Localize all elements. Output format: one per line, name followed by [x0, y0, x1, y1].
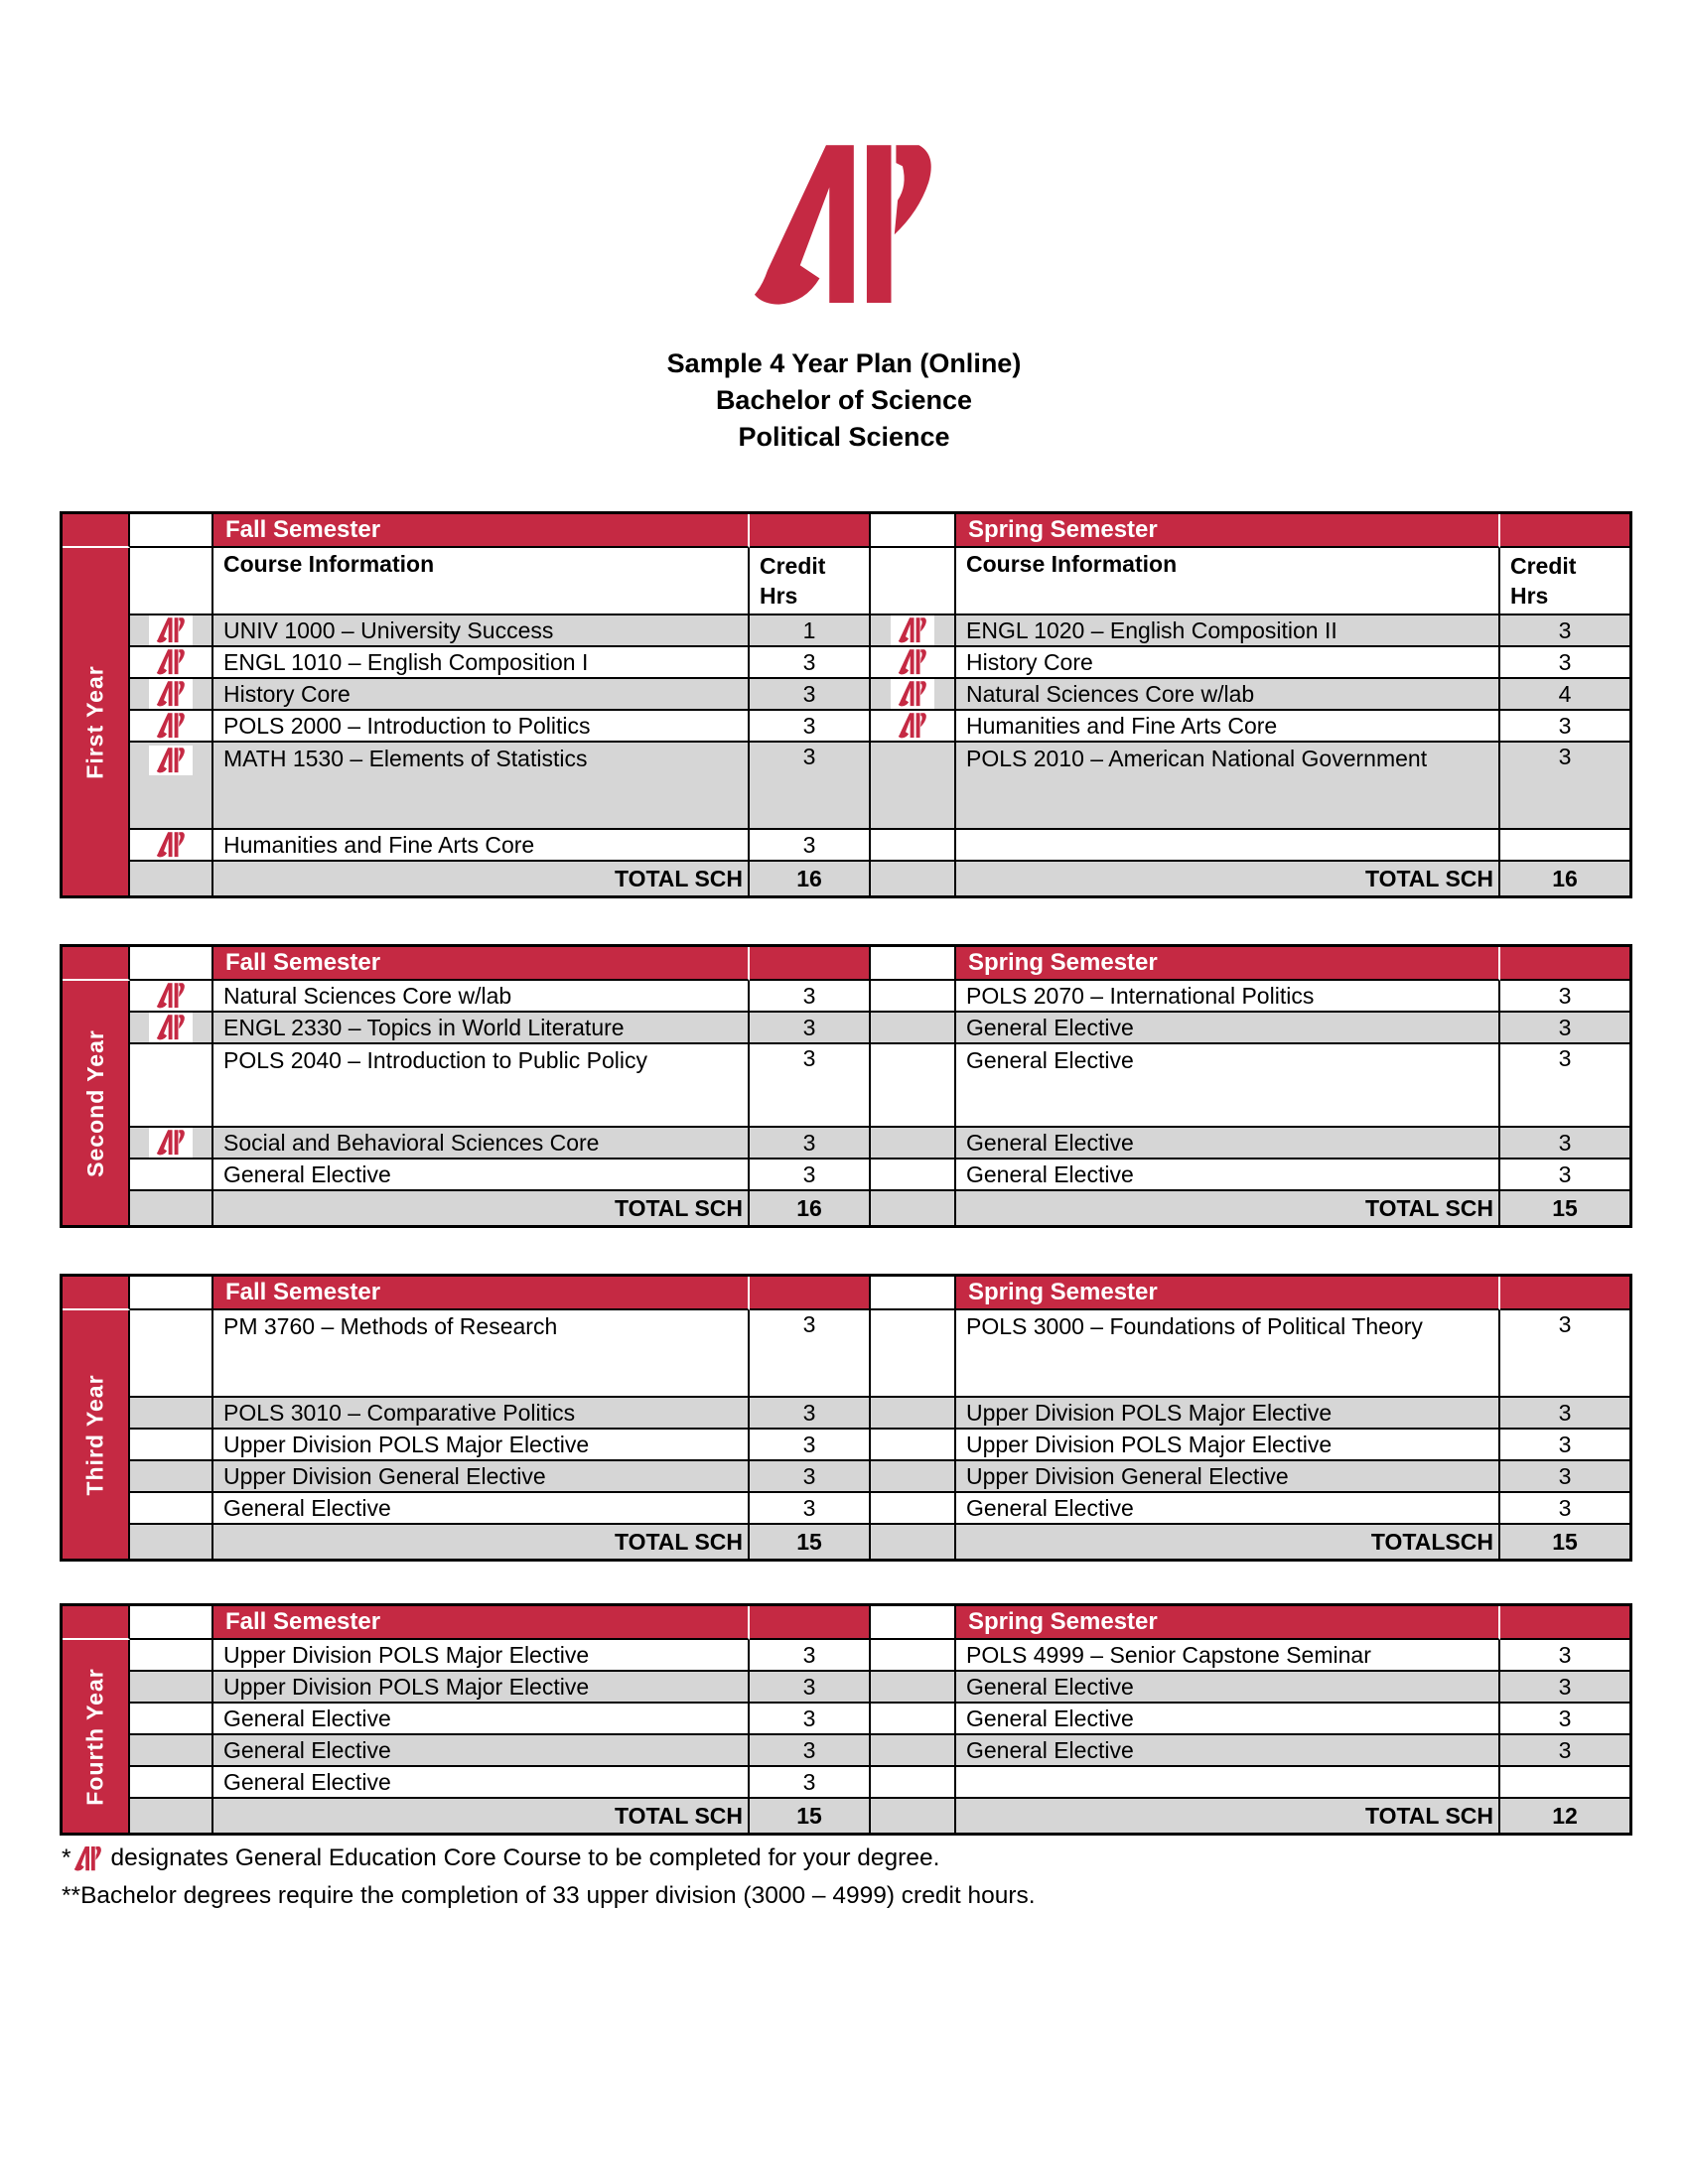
course-name: POLS 2000 – Introduction to Politics — [223, 713, 591, 739]
spring-credit-hours-cell: 3 — [1500, 1398, 1629, 1430]
spring-semester-header: Spring Semester — [956, 514, 1500, 548]
spring-ap-marker-cell — [871, 830, 956, 862]
fall-ap-marker-cell — [130, 679, 213, 711]
year-label-bar — [63, 1640, 130, 1833]
fall-credit-hours-cell: 3 — [750, 1493, 871, 1525]
fall-ap-marker-cell — [130, 830, 213, 862]
fall-ap-column-header-cell — [130, 548, 213, 615]
spring-credit-hours-cell: 4 — [1500, 679, 1629, 711]
total-sch-label: TOTALSCH — [1370, 1528, 1493, 1555]
course-name: POLS 2010 – American National Government — [966, 746, 1428, 771]
spring-ap-marker-cell — [871, 679, 956, 711]
ap-core-marker — [891, 679, 934, 709]
fall-credit-hours-cell: 3 — [750, 1160, 871, 1191]
table-fourth-year — [60, 1603, 1632, 1836]
spring-ap-marker-cell — [871, 1767, 956, 1799]
spring-credit-hours-cell: 3 — [1500, 743, 1629, 830]
fall-course-cell — [213, 1310, 750, 1398]
fall-course-cell — [213, 1704, 750, 1735]
ap-core-marker — [149, 1013, 193, 1042]
year-label-bar — [63, 548, 130, 895]
fall-semester-header: Fall Semester — [213, 947, 750, 981]
year-label-bar — [63, 1310, 130, 1559]
spring-credit-hours-cell: 3 — [1500, 1128, 1629, 1160]
spring-semester-header: Spring Semester — [956, 1277, 1500, 1310]
ap-core-marker — [891, 711, 934, 741]
spring-ap-column-header-cell — [871, 548, 956, 615]
fall-credit-header-cell — [750, 1606, 871, 1640]
table-second-year — [60, 944, 1632, 1228]
spring-credit-hours-cell: 3 — [1500, 1735, 1629, 1767]
spring-credit-hours-cell: 3 — [1500, 1013, 1629, 1044]
fall-ap-marker-cell — [130, 981, 213, 1013]
spring-course-cell — [956, 1735, 1500, 1767]
course-name: Upper Division POLS Major Elective — [223, 1432, 590, 1457]
fall-course-cell — [213, 1398, 750, 1430]
course-name: General Elective — [966, 1706, 1134, 1731]
ap-logo-icon — [156, 1130, 186, 1156]
spring-course-cell — [956, 1013, 1500, 1044]
spring-total-label-cell — [956, 1525, 1500, 1559]
spring-ap-marker-cell — [871, 1735, 956, 1767]
ap-column-header-cell — [130, 947, 213, 981]
spring-course-cell — [956, 1704, 1500, 1735]
page-title — [0, 345, 1688, 456]
year-label-bar — [63, 981, 130, 1225]
course-name: POLS 2040 – Introduction to Public Policy — [223, 1047, 648, 1073]
spring-ap-marker-cell — [871, 1013, 956, 1044]
fall-ap-marker-cell — [130, 1160, 213, 1191]
spring-total-label-cell — [956, 1191, 1500, 1225]
fall-total-label-cell — [213, 1799, 750, 1833]
spring-ap-column-header-cell — [871, 514, 956, 548]
fall-total-label-cell — [213, 1525, 750, 1559]
fall-credit-hours-cell: 3 — [750, 1735, 871, 1767]
ap-logo-icon — [898, 713, 927, 739]
fall-total-spacer-cell — [130, 1525, 213, 1559]
fall-total-credits-cell: 15 — [750, 1799, 871, 1833]
title-line-major: Political Science — [738, 422, 950, 452]
fall-course-cell — [213, 711, 750, 743]
title-line-plan: Sample 4 Year Plan (Online) — [666, 348, 1022, 378]
fall-course-cell — [213, 1430, 750, 1461]
fall-ap-marker-cell — [130, 1767, 213, 1799]
spring-ap-marker-cell — [871, 1044, 956, 1128]
ap-core-marker — [891, 615, 934, 645]
spring-ap-marker-cell — [871, 711, 956, 743]
course-information-header: Course Information — [956, 548, 1500, 615]
fall-credit-hours-cell: 3 — [750, 1128, 871, 1160]
course-name: Natural Sciences Core w/lab — [966, 681, 1255, 707]
fall-course-cell — [213, 1160, 750, 1191]
fall-credit-hours-cell: 3 — [750, 1767, 871, 1799]
fall-ap-marker-cell — [130, 647, 213, 679]
spring-credit-hours-cell: 3 — [1500, 1493, 1629, 1525]
university-logo — [750, 145, 938, 308]
footnote-upper-division — [62, 1882, 1036, 1910]
fall-credit-hours-cell: 3 — [750, 1013, 871, 1044]
course-name: Upper Division General Elective — [223, 1463, 546, 1489]
ap-column-header-cell — [130, 1277, 213, 1310]
fall-ap-marker-cell — [130, 711, 213, 743]
footnote-gen-ed-core — [62, 1844, 939, 1872]
spring-ap-marker-cell — [871, 1398, 956, 1430]
spring-total-credits-cell: 15 — [1500, 1191, 1629, 1225]
fall-ap-marker-cell — [130, 1310, 213, 1398]
spring-total-spacer-cell — [871, 862, 956, 895]
fall-course-cell — [213, 1128, 750, 1160]
fall-total-credits-cell: 15 — [750, 1525, 871, 1559]
spring-total-spacer-cell — [871, 1799, 956, 1833]
spring-course-cell — [956, 1767, 1500, 1799]
year-label: Fourth Year — [81, 1667, 108, 1806]
course-name: Upper Division POLS Major Elective — [966, 1432, 1333, 1457]
fall-course-cell — [213, 1672, 750, 1704]
ap-logo-icon — [156, 681, 186, 707]
spring-ap-marker-cell — [871, 1128, 956, 1160]
credit-hours-header — [1500, 548, 1629, 615]
year-header-cell — [63, 514, 130, 548]
spring-course-cell — [956, 615, 1500, 647]
spring-credit-hours-cell: 3 — [1500, 711, 1629, 743]
course-name: Humanities and Fine Arts Core — [223, 832, 535, 858]
fall-semester-header: Fall Semester — [213, 514, 750, 548]
course-name: General Elective — [966, 1495, 1134, 1521]
spring-ap-marker-cell — [871, 743, 956, 830]
course-name: General Elective — [966, 1015, 1134, 1040]
fall-credit-hours-cell: 3 — [750, 1310, 871, 1398]
course-name: General Elective — [966, 1674, 1134, 1700]
course-name: Upper Division POLS Major Elective — [966, 1400, 1333, 1426]
course-name: POLS 3010 – Comparative Politics — [223, 1400, 576, 1426]
spring-ap-marker-cell — [871, 1672, 956, 1704]
fall-ap-marker-cell — [130, 1735, 213, 1767]
spring-ap-marker-cell — [871, 647, 956, 679]
fall-ap-marker-cell — [130, 1398, 213, 1430]
course-name: History Core — [966, 649, 1093, 675]
ap-core-marker — [149, 679, 193, 709]
spring-course-cell — [956, 981, 1500, 1013]
ap-core-marker — [149, 746, 193, 775]
spring-total-spacer-cell — [871, 1525, 956, 1559]
course-information-header: Course Information — [213, 548, 750, 615]
spring-ap-marker-cell — [871, 1430, 956, 1461]
fall-credit-hours-cell: 3 — [750, 1430, 871, 1461]
title-line-degree: Bachelor of Science — [715, 385, 973, 415]
fall-credit-hours-cell: 3 — [750, 1044, 871, 1128]
spring-total-label-cell — [956, 1799, 1500, 1833]
spring-total-credits-cell: 15 — [1500, 1525, 1629, 1559]
fall-ap-marker-cell — [130, 1128, 213, 1160]
spring-course-cell — [956, 711, 1500, 743]
fall-credit-hours-cell: 3 — [750, 679, 871, 711]
fall-course-cell — [213, 679, 750, 711]
spring-course-cell — [956, 830, 1500, 862]
fall-total-credits-cell: 16 — [750, 1191, 871, 1225]
fall-ap-marker-cell — [130, 1493, 213, 1525]
course-name: MATH 1530 – Elements of Statistics — [223, 746, 588, 771]
fall-credit-hours-cell: 3 — [750, 1461, 871, 1493]
spring-total-credits-cell: 12 — [1500, 1799, 1629, 1833]
fall-ap-marker-cell — [130, 1430, 213, 1461]
year-header-cell — [63, 1606, 130, 1640]
fall-total-spacer-cell — [130, 862, 213, 895]
fall-semester-header: Fall Semester — [213, 1606, 750, 1640]
fall-ap-marker-cell — [130, 1044, 213, 1128]
course-name: Upper Division POLS Major Elective — [223, 1674, 590, 1700]
spring-course-cell — [956, 743, 1500, 830]
fall-course-cell — [213, 1493, 750, 1525]
ap-logo-icon — [898, 681, 927, 707]
fall-course-cell — [213, 1767, 750, 1799]
course-name: POLS 3000 – Foundations of Political Theory — [966, 1313, 1423, 1339]
total-sch-label: TOTAL SCH — [614, 1528, 743, 1555]
course-name: Social and Behavioral Sciences Core — [223, 1130, 600, 1156]
ap-column-header-cell — [130, 514, 213, 548]
spring-credit-header-cell — [1500, 514, 1629, 548]
spring-total-label-cell — [956, 862, 1500, 895]
spring-credit-hours-cell: 3 — [1500, 1640, 1629, 1672]
fall-credit-hours-cell: 3 — [750, 1398, 871, 1430]
spring-credit-header-cell — [1500, 1606, 1629, 1640]
footnote-text: Bachelor degrees require the completion of 33 upper division (3000 – 4999) credit hours. — [80, 1882, 1036, 1909]
spring-course-cell — [956, 1310, 1500, 1398]
spring-credit-header-cell — [1500, 1277, 1629, 1310]
ap-logo-icon — [156, 832, 186, 858]
course-name: Natural Sciences Core w/lab — [223, 983, 512, 1009]
course-name: POLS 4999 – Senior Capstone Seminar — [966, 1642, 1371, 1668]
ap-logo-icon — [750, 145, 938, 308]
course-name: PM 3760 – Methods of Research — [223, 1313, 558, 1339]
ap-logo-icon — [156, 617, 186, 643]
course-name: History Core — [223, 681, 351, 707]
course-name: General Elective — [223, 1161, 391, 1187]
spring-ap-column-header-cell — [871, 1606, 956, 1640]
ap-core-marker — [149, 1128, 193, 1158]
fall-course-cell — [213, 743, 750, 830]
fall-total-spacer-cell — [130, 1799, 213, 1833]
spring-total-spacer-cell — [871, 1191, 956, 1225]
spring-ap-marker-cell — [871, 1704, 956, 1735]
spring-ap-column-header-cell — [871, 1277, 956, 1310]
spring-ap-marker-cell — [871, 1640, 956, 1672]
total-sch-label: TOTAL SCH — [1364, 865, 1493, 891]
spring-credit-hours-cell: 3 — [1500, 615, 1629, 647]
spring-course-cell — [956, 1672, 1500, 1704]
fall-ap-marker-cell — [130, 1672, 213, 1704]
fall-credit-header-cell — [750, 947, 871, 981]
spring-credit-hours-cell: 3 — [1500, 1430, 1629, 1461]
fall-course-cell — [213, 1735, 750, 1767]
course-name: General Elective — [966, 1130, 1134, 1156]
spring-course-cell — [956, 679, 1500, 711]
footnote-text: designates General Education Core Course to be completed for your degree. — [110, 1844, 940, 1871]
spring-course-cell — [956, 1461, 1500, 1493]
fall-credit-hours-cell: 3 — [750, 743, 871, 830]
year-label: Third Year — [81, 1373, 108, 1496]
ap-core-marker — [149, 647, 193, 677]
year-header-cell — [63, 947, 130, 981]
table-third-year — [60, 1274, 1632, 1562]
spring-credit-hours-cell: 3 — [1500, 1044, 1629, 1128]
ap-logo-icon — [156, 748, 186, 773]
spring-course-cell — [956, 1044, 1500, 1128]
course-name: General Elective — [223, 1737, 391, 1763]
course-name: General Elective — [966, 1737, 1134, 1763]
spring-ap-marker-cell — [871, 1461, 956, 1493]
course-name: Humanities and Fine Arts Core — [966, 713, 1278, 739]
course-name: ENGL 1010 – English Composition I — [223, 649, 589, 675]
spring-course-cell — [956, 1640, 1500, 1672]
spring-ap-marker-cell — [871, 615, 956, 647]
fall-credit-hours-cell: 3 — [750, 981, 871, 1013]
footnote-marker: ** — [62, 1882, 81, 1909]
fall-credit-hours-cell: 1 — [750, 615, 871, 647]
spring-ap-column-header-cell — [871, 947, 956, 981]
spring-total-credits-cell: 16 — [1500, 862, 1629, 895]
ap-logo-icon — [156, 649, 186, 675]
credit-hours-header-text: Credit Hrs — [1510, 553, 1577, 609]
fall-course-cell — [213, 1013, 750, 1044]
fall-credit-hours-cell: 3 — [750, 1704, 871, 1735]
total-sch-label: TOTAL SCH — [614, 1802, 743, 1829]
fall-course-cell — [213, 647, 750, 679]
fall-ap-marker-cell — [130, 1640, 213, 1672]
fall-course-cell — [213, 830, 750, 862]
fall-total-label-cell — [213, 1191, 750, 1225]
year-label: Second Year — [81, 1028, 108, 1177]
spring-credit-hours-cell: 3 — [1500, 1672, 1629, 1704]
ap-logo-icon — [156, 1015, 186, 1040]
credit-hours-header — [750, 548, 871, 615]
spring-ap-marker-cell — [871, 1310, 956, 1398]
fall-total-credits-cell: 16 — [750, 862, 871, 895]
spring-credit-hours-cell — [1500, 1767, 1629, 1799]
fall-course-cell — [213, 1044, 750, 1128]
total-sch-label: TOTAL SCH — [614, 865, 743, 891]
fall-ap-marker-cell — [130, 1461, 213, 1493]
spring-course-cell — [956, 1128, 1500, 1160]
spring-credit-hours-cell: 3 — [1500, 1461, 1629, 1493]
spring-course-cell — [956, 1493, 1500, 1525]
ap-logo-icon — [156, 713, 186, 739]
course-name: ENGL 1020 – English Composition II — [966, 617, 1337, 643]
spring-course-cell — [956, 1430, 1500, 1461]
course-name: UNIV 1000 – University Success — [223, 617, 554, 643]
spring-credit-hours-cell: 3 — [1500, 1310, 1629, 1398]
fall-credit-hours-cell: 3 — [750, 647, 871, 679]
course-name: Upper Division General Elective — [966, 1463, 1289, 1489]
spring-credit-hours-cell — [1500, 830, 1629, 862]
spring-ap-marker-cell — [871, 981, 956, 1013]
ap-logo-icon — [898, 617, 927, 643]
course-name: POLS 2070 – International Politics — [966, 983, 1315, 1009]
fall-credit-header-cell — [750, 514, 871, 548]
spring-credit-hours-cell: 3 — [1500, 1704, 1629, 1735]
fall-course-cell — [213, 615, 750, 647]
spring-course-cell — [956, 647, 1500, 679]
ap-core-marker — [149, 981, 193, 1011]
spring-credit-hours-cell: 3 — [1500, 1160, 1629, 1191]
total-sch-label: TOTAL SCH — [1364, 1802, 1493, 1829]
ap-column-header-cell — [130, 1606, 213, 1640]
spring-course-cell — [956, 1398, 1500, 1430]
course-name: General Elective — [966, 1047, 1134, 1073]
course-name: General Elective — [223, 1769, 391, 1795]
fall-course-cell — [213, 1640, 750, 1672]
fall-ap-marker-cell — [130, 1704, 213, 1735]
course-name: Upper Division POLS Major Elective — [223, 1642, 590, 1668]
spring-semester-header: Spring Semester — [956, 947, 1500, 981]
fall-course-cell — [213, 1461, 750, 1493]
course-name: General Elective — [966, 1161, 1134, 1187]
spring-ap-marker-cell — [871, 1160, 956, 1191]
course-name: General Elective — [223, 1706, 391, 1731]
fall-credit-hours-cell: 3 — [750, 830, 871, 862]
table-first-year — [60, 511, 1632, 898]
spring-course-cell — [956, 1160, 1500, 1191]
total-sch-label: TOTAL SCH — [1364, 1194, 1493, 1221]
fall-credit-hours-cell: 3 — [750, 711, 871, 743]
total-sch-label: TOTAL SCH — [614, 1194, 743, 1221]
spring-semester-header: Spring Semester — [956, 1606, 1500, 1640]
ap-logo-icon — [898, 649, 927, 675]
fall-semester-header: Fall Semester — [213, 1277, 750, 1310]
fall-course-cell — [213, 981, 750, 1013]
course-name: ENGL 2330 – Topics in World Literature — [223, 1015, 625, 1040]
ap-core-marker — [149, 615, 193, 645]
spring-credit-hours-cell: 3 — [1500, 981, 1629, 1013]
ap-core-marker — [149, 830, 193, 860]
footnote-marker: * — [62, 1844, 71, 1871]
fall-ap-marker-cell — [130, 1013, 213, 1044]
ap-logo-icon — [156, 983, 186, 1009]
fall-total-spacer-cell — [130, 1191, 213, 1225]
ap-core-marker — [891, 647, 934, 677]
year-label: First Year — [81, 664, 108, 779]
fall-ap-marker-cell — [130, 743, 213, 830]
spring-credit-header-cell — [1500, 947, 1629, 981]
fall-ap-marker-cell — [130, 615, 213, 647]
fall-credit-hours-cell: 3 — [750, 1672, 871, 1704]
course-name: General Elective — [223, 1495, 391, 1521]
ap-logo-icon — [73, 1846, 102, 1871]
fall-credit-header-cell — [750, 1277, 871, 1310]
credit-hours-header-text: Credit Hrs — [760, 553, 826, 609]
spring-credit-hours-cell: 3 — [1500, 647, 1629, 679]
fall-total-label-cell — [213, 862, 750, 895]
fall-credit-hours-cell: 3 — [750, 1640, 871, 1672]
year-header-cell — [63, 1277, 130, 1310]
ap-core-marker — [149, 711, 193, 741]
spring-ap-marker-cell — [871, 1493, 956, 1525]
